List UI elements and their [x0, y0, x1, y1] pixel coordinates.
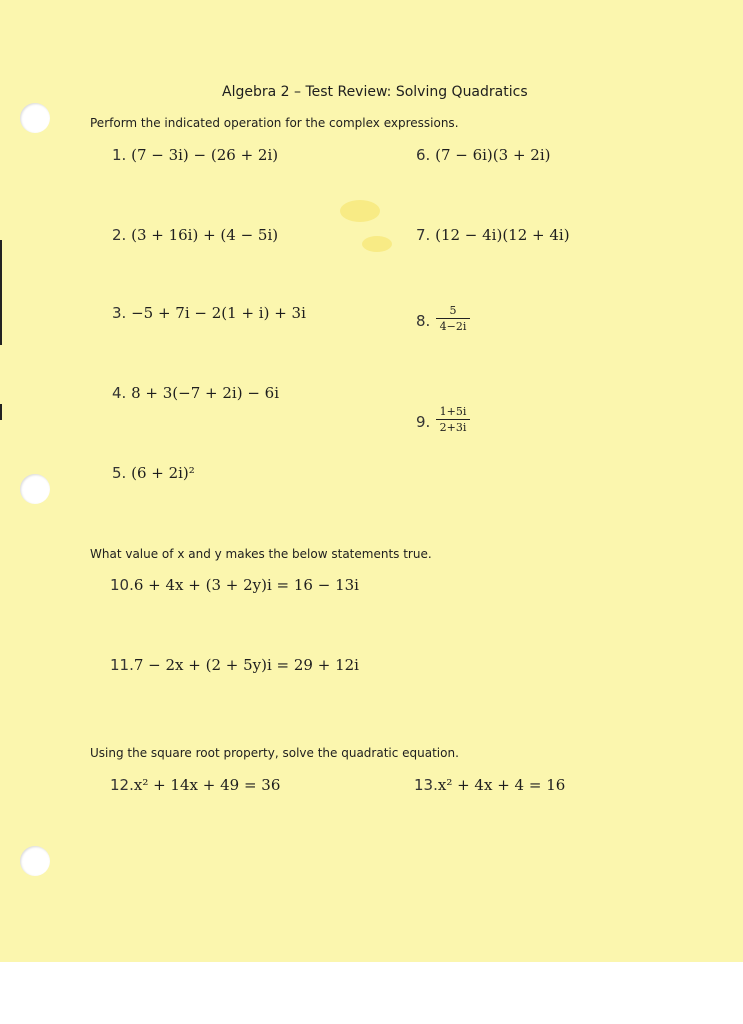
- problem-expression: −5 + 7i − 2(1 + i) + 3i: [131, 304, 306, 322]
- paper-smudge: [362, 236, 392, 252]
- problem-expression: 6 + 4x + (3 + 2y)i = 16 − 13i: [133, 576, 359, 594]
- problem-8-number: 8.: [416, 312, 431, 330]
- problem-expression: 7 − 2x + (2 + 5y)i = 29 + 12i: [133, 656, 359, 674]
- problem-number: 5.: [112, 464, 127, 482]
- fraction-numerator: 1+5i: [439, 405, 467, 418]
- problem-10: [110, 576, 359, 594]
- problem-expression: (6 + 2i)²: [131, 464, 195, 482]
- problem-expression: x² + 14x + 49 = 36: [133, 776, 281, 794]
- problem-9-number: 9.: [416, 413, 431, 431]
- problem-11: [110, 656, 359, 674]
- problem-3: [112, 304, 306, 322]
- scan-bottom-margin: [0, 962, 743, 1024]
- problem-number: 1.: [112, 146, 127, 164]
- paper-smudge: [340, 200, 380, 222]
- fraction-denominator: 4−2i: [436, 318, 470, 334]
- scan-edge-mark: [0, 404, 2, 420]
- problem-1: [112, 146, 278, 164]
- problem-number: 13.: [414, 776, 438, 794]
- binder-hole-top: [20, 103, 50, 133]
- section3-instruction: Using the square root property, solve the quadratic equation.: [90, 746, 459, 760]
- problem-expression: 8 + 3(−7 + 2i) − 6i: [131, 384, 279, 402]
- page-title: Algebra 2 – Test Review: Solving Quadratics: [222, 84, 528, 100]
- problem-4: [112, 384, 279, 402]
- problem-expression: (7 − 6i)(3 + 2i): [435, 146, 551, 164]
- problem-number: 2.: [112, 226, 127, 244]
- problem-5: [112, 464, 195, 482]
- problem-number: 11.: [110, 656, 134, 674]
- problem-number: 12.: [110, 776, 134, 794]
- problem-expression: (3 + 16i) + (4 − 5i): [131, 226, 279, 244]
- problem-number: 4.: [112, 384, 127, 402]
- problem-9-fraction: [436, 405, 470, 435]
- problem-13: [414, 776, 565, 794]
- problem-number: 7.: [416, 226, 431, 244]
- problem-6: [416, 146, 550, 164]
- problem-number: 6.: [416, 146, 431, 164]
- problem-expression: (7 − 3i) − (26 + 2i): [131, 146, 279, 164]
- fraction-denominator: 2+3i: [436, 419, 470, 435]
- problem-expression: (12 − 4i)(12 + 4i): [435, 226, 570, 244]
- problem-8-fraction: [436, 304, 470, 334]
- section1-instruction: Perform the indicated operation for the complex expressions.: [90, 116, 459, 130]
- problem-12: [110, 776, 280, 794]
- scan-edge-mark: [0, 240, 2, 345]
- problem-7: [416, 226, 570, 244]
- problem-2: [112, 226, 278, 244]
- problem-number: 3.: [112, 304, 127, 322]
- problem-expression: x² + 4x + 4 = 16: [437, 776, 566, 794]
- binder-hole-bottom: [20, 846, 50, 876]
- section2-instruction: What value of x and y makes the below statements true.: [90, 547, 432, 561]
- problem-number: 10.: [110, 576, 134, 594]
- binder-hole-middle: [20, 474, 50, 504]
- fraction-numerator: 5: [449, 304, 457, 317]
